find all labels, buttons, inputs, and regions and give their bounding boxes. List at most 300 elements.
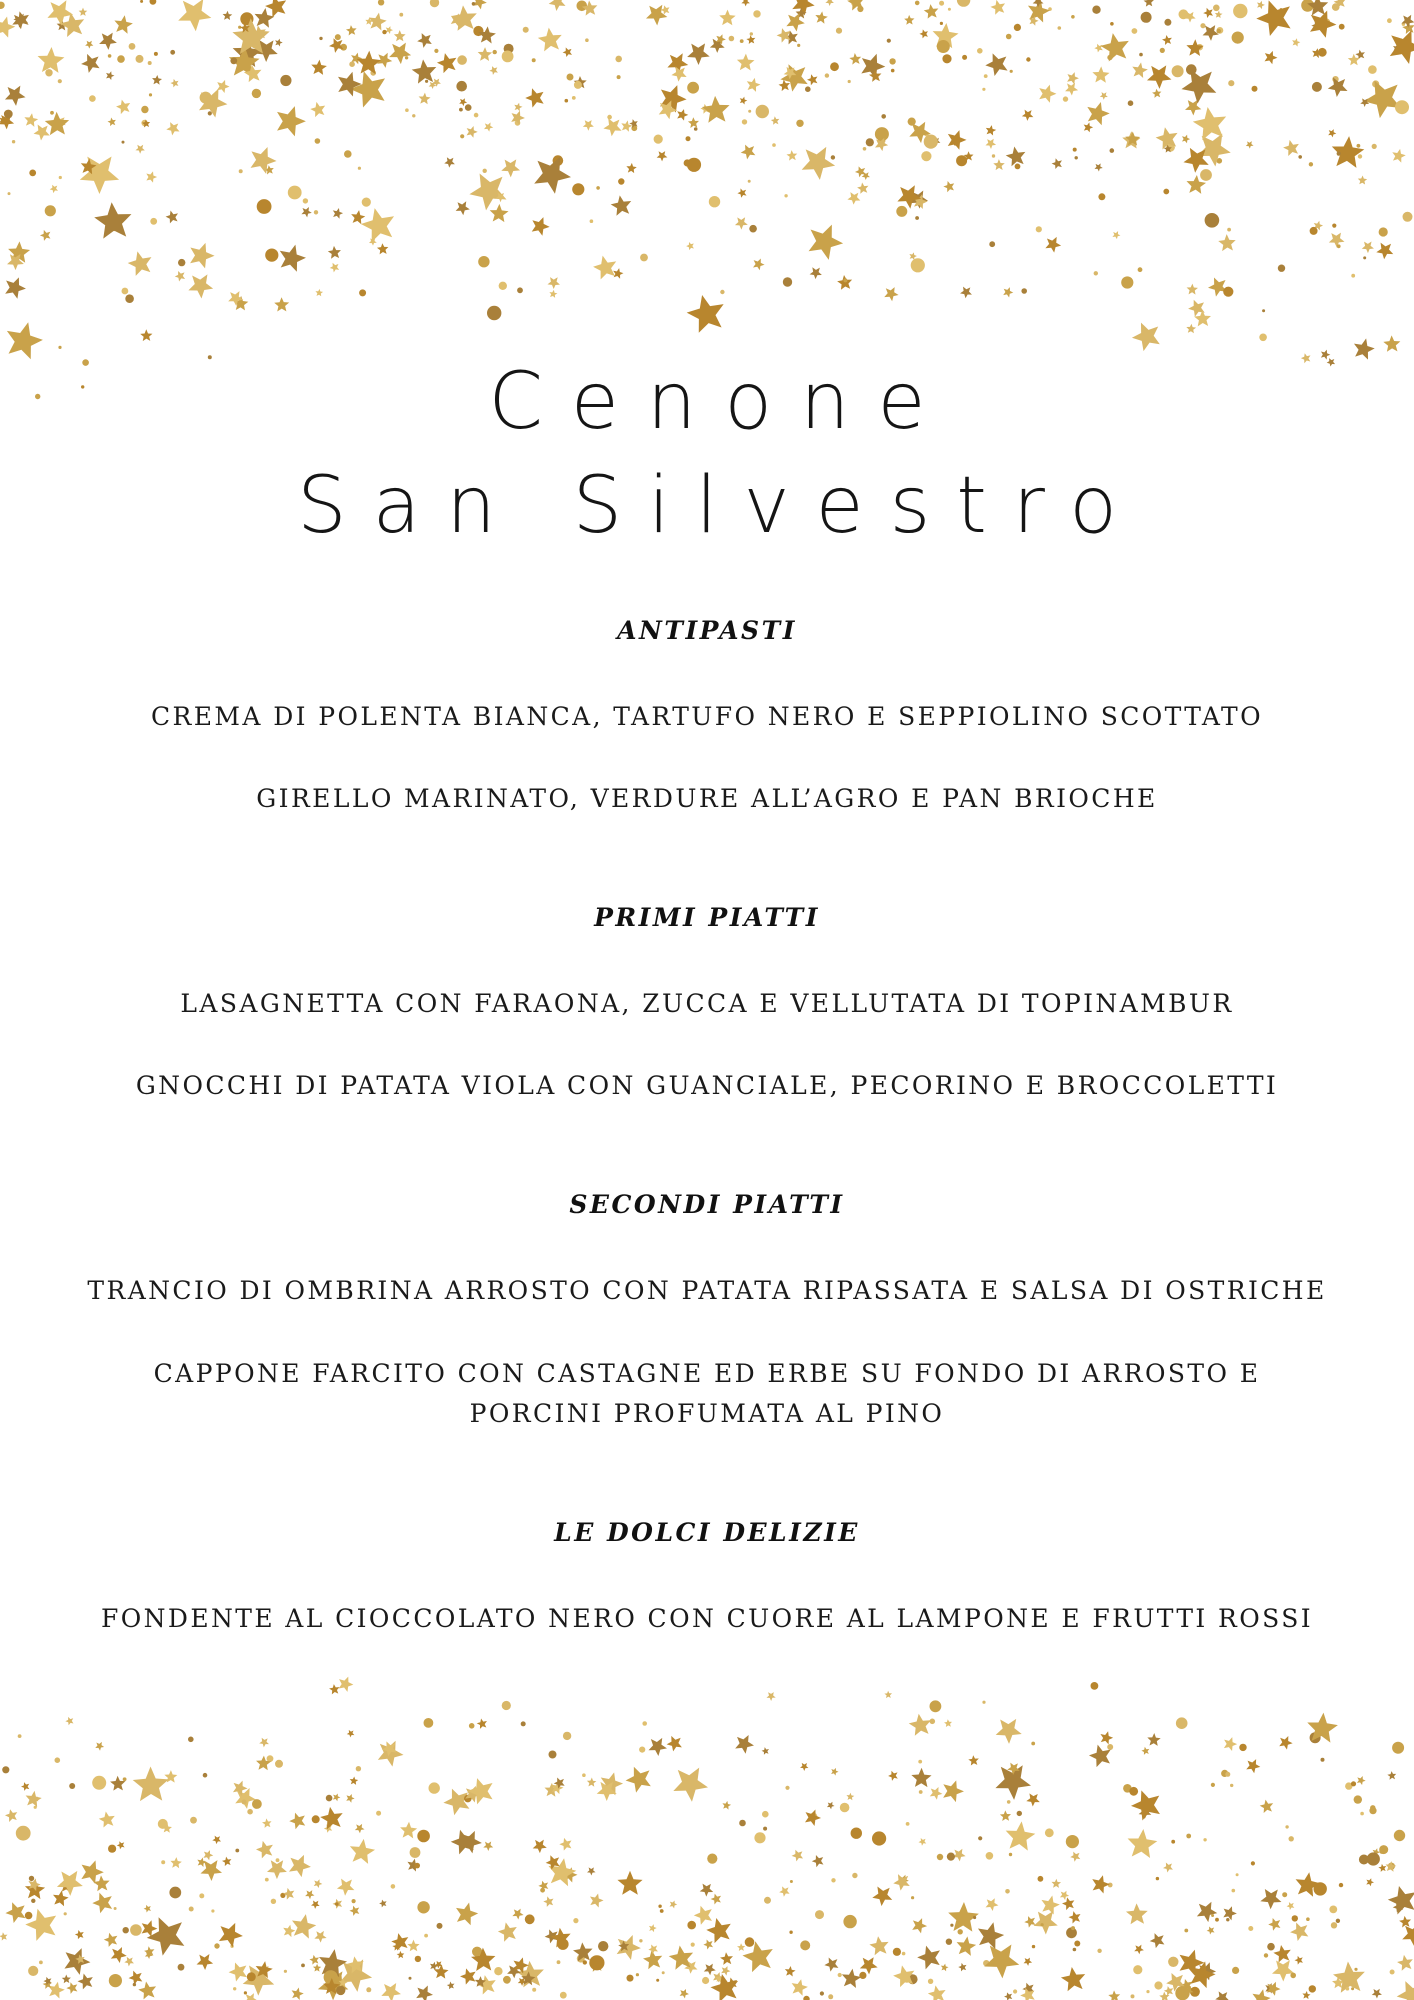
gold-dot-icon: [140, 0, 143, 3]
gold-star-icon: [736, 186, 749, 199]
gold-dot-icon: [280, 1893, 285, 1898]
gold-dot-icon: [247, 1972, 256, 1981]
gold-dot-icon: [843, 278, 847, 282]
gold-dot-icon: [359, 289, 366, 296]
gold-star-icon: [4, 249, 27, 272]
gold-star-icon: [523, 84, 549, 110]
gold-star-icon: [76, 1970, 97, 1992]
gold-star-icon: [338, 1978, 348, 1988]
gold-star-icon: [860, 170, 871, 181]
gold-star-icon: [683, 288, 733, 339]
gold-star-icon: [943, 1718, 953, 1728]
gold-dot-icon: [957, 1923, 961, 1927]
gold-dot-icon: [720, 290, 724, 294]
gold-star-icon: [143, 1945, 157, 1959]
gold-star-icon: [477, 47, 492, 61]
gold-dot-icon: [1010, 70, 1013, 73]
gold-star-icon: [685, 240, 696, 251]
gold-dot-icon: [424, 1934, 428, 1938]
gold-dot-icon: [31, 1899, 35, 1903]
gold-star-icon: [165, 119, 183, 137]
gold-dot-icon: [911, 1896, 914, 1899]
gold-dot-icon: [424, 1718, 434, 1728]
gold-dot-icon: [336, 1986, 345, 1995]
gold-star-icon: [418, 92, 431, 104]
gold-dot-icon: [391, 1884, 396, 1889]
gold-dot-icon: [148, 61, 152, 65]
gold-star-icon: [116, 1839, 127, 1850]
gold-star-icon: [549, 289, 558, 298]
gold-dot-icon: [344, 150, 352, 158]
gold-star-icon: [1151, 87, 1163, 99]
gold-dot-icon: [494, 1967, 502, 1975]
gold-star-icon: [1331, 1975, 1346, 1990]
gold-star-icon: [544, 1782, 559, 1797]
gold-dot-icon: [69, 1783, 75, 1789]
gold-dot-icon: [1217, 158, 1223, 164]
gold-star-icon: [51, 113, 69, 131]
gold-star-icon: [1153, 123, 1183, 153]
gold-star-icon: [435, 49, 462, 76]
gold-dot-icon: [39, 1961, 43, 1965]
gold-dot-icon: [12, 140, 15, 143]
gold-star-icon: [1003, 1990, 1015, 2000]
gold-star-icon: [239, 21, 252, 34]
gold-star-icon: [1030, 1904, 1063, 1937]
gold-dot-icon: [303, 198, 308, 203]
gold-dot-icon: [843, 1915, 856, 1928]
gold-dot-icon: [1154, 1981, 1162, 1989]
gold-star-icon: [588, 1956, 606, 1975]
gold-star-icon: [74, 1953, 87, 1966]
gold-star-icon: [96, 28, 120, 52]
gold-star-icon: [1098, 1729, 1114, 1745]
gold-dot-icon: [1141, 12, 1152, 23]
gold-dot-icon: [563, 1732, 571, 1740]
gold-star-icon: [983, 1895, 1000, 1912]
gold-star-icon: [955, 1935, 977, 1956]
gold-dot-icon: [335, 34, 341, 40]
gold-dot-icon: [1336, 1919, 1340, 1923]
gold-dot-icon: [89, 95, 96, 102]
gold-dot-icon: [636, 1973, 639, 1976]
gold-star-icon: [678, 1987, 690, 1999]
gold-star-icon: [164, 1770, 177, 1783]
gold-dot-icon: [893, 1948, 901, 1956]
gold-star-icon: [309, 1953, 322, 1966]
gold-star-icon: [4, 1807, 21, 1824]
gold-dot-icon: [1310, 227, 1318, 235]
gold-star-icon: [313, 1964, 321, 1972]
gold-dot-icon: [459, 108, 463, 112]
gold-dot-icon: [1098, 193, 1105, 200]
gold-star-icon: [1021, 1980, 1038, 1997]
gold-star-icon: [692, 1902, 718, 1928]
gold-star-icon: [318, 1803, 348, 1833]
gold-dot-icon: [1251, 1861, 1255, 1865]
gold-star-icon: [907, 1710, 936, 1740]
gold-star-icon: [464, 124, 479, 138]
gold-star-icon: [1374, 238, 1398, 261]
gold-dot-icon: [831, 1878, 835, 1882]
gold-dot-icon: [324, 1970, 338, 1984]
gold-star-icon: [350, 209, 366, 225]
gold-dot-icon: [930, 1700, 942, 1712]
gold-star-icon: [802, 1807, 823, 1828]
gold-star-icon: [739, 141, 759, 162]
gold-dot-icon: [141, 106, 148, 113]
gold-star-icon: [123, 1954, 136, 1967]
gold-dot-icon: [257, 199, 272, 214]
gold-star-icon: [1217, 232, 1239, 254]
gold-star-icon: [1111, 229, 1122, 240]
gold-star-icon: [77, 1857, 106, 1886]
gold-dot-icon: [962, 55, 967, 60]
gold-star-icon: [1022, 1955, 1033, 1966]
gold-dot-icon: [565, 99, 569, 103]
gold-star-icon: [751, 256, 766, 271]
gold-dot-icon: [473, 26, 483, 36]
gold-dot-icon: [1205, 213, 1220, 228]
gold-star-icon: [643, 0, 672, 28]
gold-dot-icon: [836, 28, 842, 34]
gold-star-icon: [1326, 228, 1347, 249]
gold-dot-icon: [978, 1836, 982, 1840]
gold-dot-icon: [203, 1773, 208, 1778]
gold-dot-icon: [753, 10, 760, 17]
gold-star-icon: [1371, 1847, 1381, 1856]
gold-dot-icon: [189, 1907, 194, 1912]
gold-dot-icon: [640, 254, 648, 262]
gold-star-icon: [245, 29, 261, 45]
gold-dot-icon: [1359, 1855, 1369, 1865]
gold-dot-icon: [1329, 1906, 1337, 1914]
gold-dot-icon: [872, 1831, 886, 1845]
gold-star-icon: [1385, 1860, 1397, 1872]
gold-star-icon: [882, 284, 901, 303]
gold-star-icon: [139, 1918, 160, 1938]
gold-dot-icon: [1367, 1852, 1380, 1865]
gold-star-icon: [334, 68, 364, 98]
gold-star-icon: [1084, 99, 1113, 127]
gold-star-icon: [612, 1930, 644, 1961]
gold-star-icon: [1370, 1986, 1384, 2000]
gold-dot-icon: [358, 167, 361, 170]
gold-dot-icon: [618, 178, 624, 184]
gold-dot-icon: [1225, 1772, 1230, 1777]
gold-dot-icon: [754, 1832, 765, 1843]
gold-dot-icon: [1369, 1807, 1376, 1814]
gold-dot-icon: [1360, 1812, 1364, 1816]
gold-star-icon: [1186, 296, 1209, 320]
gold-star-icon: [931, 22, 959, 49]
gold-dot-icon: [992, 154, 995, 157]
gold-dot-icon: [211, 1909, 214, 1912]
gold-star-icon: [1282, 137, 1304, 159]
gold-dot-icon: [265, 249, 278, 262]
gold-star-icon: [542, 1894, 556, 1908]
gold-dot-icon: [1379, 1845, 1388, 1854]
gold-star-icon: [312, 1928, 329, 1944]
gold-dot-icon: [465, 104, 472, 111]
gold-dot-icon: [133, 1983, 136, 1986]
gold-star-icon: [789, 1977, 809, 1996]
gold-star-icon: [1365, 1877, 1375, 1887]
gold-dot-icon: [25, 1912, 33, 1920]
gold-star-icon: [597, 1769, 625, 1796]
gold-dot-icon: [1216, 29, 1221, 34]
gold-dot-icon: [1395, 100, 1409, 114]
gold-star-icon: [823, 1954, 843, 1974]
gold-star-icon: [470, 0, 489, 10]
gold-star-icon: [587, 1777, 597, 1787]
gold-dot-icon: [763, 1827, 767, 1831]
gold-dot-icon: [1196, 44, 1203, 51]
gold-dot-icon: [982, 1701, 985, 1704]
gold-dot-icon: [312, 1815, 320, 1823]
gold-dot-icon: [724, 1990, 727, 1993]
gold-star-icon: [1310, 18, 1324, 32]
gold-star-icon: [617, 1939, 631, 1953]
gold-dot-icon: [370, 70, 376, 76]
gold-star-icon: [215, 78, 232, 94]
gold-dot-icon: [214, 1943, 219, 1948]
gold-dot-icon: [412, 114, 415, 117]
gold-dot-icon: [161, 1860, 165, 1864]
gold-dot-icon: [785, 1786, 789, 1790]
gold-star-icon: [346, 63, 395, 113]
gold-dot-icon: [789, 1931, 792, 1934]
gold-dot-icon: [748, 180, 751, 183]
gold-dot-icon: [921, 151, 931, 161]
gold-dot-icon: [469, 1723, 475, 1729]
gold-dot-icon: [574, 81, 582, 89]
gold-star-icon: [620, 119, 633, 132]
gold-dot-icon: [410, 1847, 421, 1858]
gold-star-icon: [273, 295, 291, 314]
gold-dot-icon: [1058, 26, 1062, 30]
gold-dot-icon: [240, 12, 253, 25]
gold-star-icon: [226, 287, 246, 307]
gold-dot-icon: [607, 115, 612, 120]
gold-dot-icon: [902, 1952, 906, 1956]
gold-star-icon: [107, 116, 118, 127]
gold-star-icon: [10, 10, 31, 31]
confetti-bottom: [0, 1640, 1414, 2000]
gold-dot-icon: [642, 1721, 647, 1726]
gold-star-icon: [392, 1941, 403, 1952]
dish-item: TRANCIO DI OMBRINA ARROSTO CON PATATA RIPASSATA E SALSA DI OSTRICHE: [87, 1276, 1327, 1305]
gold-dot-icon: [1372, 144, 1377, 149]
gold-star-icon: [196, 1856, 208, 1867]
gold-dot-icon: [750, 32, 753, 35]
gold-star-icon: [65, 1980, 81, 1996]
gold-dot-icon: [1108, 1883, 1113, 1888]
gold-dot-icon: [1045, 1828, 1054, 1837]
gold-dot-icon: [1332, 3, 1340, 11]
gold-star-icon: [20, 1780, 32, 1792]
gold-star-icon: [287, 1809, 310, 1832]
gold-dot-icon: [589, 1955, 604, 1970]
gold-dot-icon: [1171, 1840, 1175, 1844]
gold-star-icon: [591, 251, 623, 283]
gold-star-icon: [536, 24, 567, 56]
gold-star-icon: [1004, 143, 1030, 169]
gold-dot-icon: [472, 2, 476, 6]
gold-dot-icon: [694, 127, 698, 131]
gold-dot-icon: [109, 1974, 122, 1987]
gold-star-icon: [42, 1975, 53, 1987]
gold-dot-icon: [340, 44, 347, 51]
gold-dot-icon: [1324, 19, 1331, 26]
gold-star-icon: [1195, 1959, 1218, 1981]
gold-star-icon: [761, 1746, 771, 1756]
gold-dot-icon: [1345, 1782, 1352, 1789]
gold-star-icon: [814, 10, 828, 24]
gold-star-icon: [1272, 1942, 1295, 1965]
gold-star-icon: [1137, 1803, 1154, 1820]
gold-star-icon: [675, 107, 690, 121]
gold-star-icon: [1031, 0, 1046, 9]
gold-star-icon: [144, 170, 158, 184]
gold-star-icon: [558, 1835, 575, 1852]
gold-star-icon: [515, 1957, 549, 1992]
gold-dot-icon: [1211, 1914, 1214, 1917]
gold-star-icon: [1099, 90, 1110, 101]
gold-dot-icon: [1075, 156, 1078, 159]
gold-star-icon: [304, 1888, 317, 1901]
gold-star-icon: [1262, 49, 1279, 66]
gold-dot-icon: [399, 13, 403, 17]
gold-star-icon: [246, 142, 280, 176]
gold-dot-icon: [238, 26, 241, 29]
gold-dot-icon: [1107, 1744, 1113, 1750]
gold-star-icon: [848, 51, 863, 66]
gold-star-icon: [528, 214, 552, 237]
gold-star-icon: [59, 1879, 73, 1893]
gold-dot-icon: [756, 105, 769, 118]
gold-star-icon: [1288, 1918, 1314, 1944]
gold-dot-icon: [1290, 1973, 1296, 1979]
gold-star-icon: [1357, 175, 1367, 184]
gold-dot-icon: [631, 125, 637, 131]
gold-star-icon: [648, 1923, 658, 1932]
gold-star-icon: [700, 92, 735, 128]
gold-star-icon: [141, 118, 152, 129]
gold-star-icon: [1327, 127, 1338, 138]
gold-star-icon: [1330, 135, 1365, 169]
gold-dot-icon: [335, 1902, 339, 1906]
gold-dot-icon: [1186, 64, 1197, 75]
gold-star-icon: [509, 108, 527, 126]
gold-dot-icon: [1223, 287, 1233, 297]
gold-star-icon: [873, 135, 891, 152]
gold-star-icon: [903, 14, 916, 27]
gold-star-icon: [170, 77, 181, 88]
gold-star-icon: [655, 148, 670, 163]
gold-dot-icon: [503, 1976, 511, 1984]
gold-dot-icon: [1403, 212, 1413, 222]
gold-star-icon: [453, 1900, 480, 1927]
gold-dot-icon: [800, 1940, 810, 1950]
gold-dot-icon: [1097, 1949, 1101, 1953]
gold-star-icon: [345, 1954, 367, 1977]
gold-star-icon: [802, 218, 848, 263]
gold-dot-icon: [615, 56, 622, 63]
gold-star-icon: [56, 20, 67, 31]
gold-star-icon: [1332, 0, 1348, 10]
gold-star-icon: [896, 1872, 911, 1886]
gold-star-icon: [162, 1823, 172, 1833]
gold-dot-icon: [1312, 82, 1322, 92]
gold-star-icon: [469, 1945, 499, 1976]
gold-dot-icon: [275, 1760, 283, 1768]
gold-star-icon: [777, 57, 815, 95]
gold-star-icon: [784, 1965, 796, 1976]
gold-dot-icon: [1363, 256, 1366, 259]
gold-star-icon: [869, 1881, 897, 1909]
gold-star-icon: [725, 1975, 740, 1990]
gold-star-icon: [313, 1962, 355, 2000]
gold-star-icon: [516, 1975, 528, 1986]
gold-star-icon: [1179, 1976, 1196, 1993]
gold-dot-icon: [280, 75, 291, 86]
gold-dot-icon: [686, 136, 691, 141]
gold-dot-icon: [940, 22, 943, 25]
gold-star-icon: [1264, 1981, 1277, 1994]
gold-star-icon: [1183, 9, 1198, 24]
gold-dot-icon: [973, 1916, 976, 1919]
gold-dot-icon: [942, 54, 951, 63]
gold-dot-icon: [903, 1975, 911, 1983]
gold-star-icon: [951, 1846, 968, 1863]
gold-dot-icon: [658, 1905, 661, 1908]
gold-dot-icon: [577, 1, 588, 12]
gold-dot-icon: [590, 219, 594, 223]
gold-dot-icon: [986, 1852, 994, 1860]
gold-star-icon: [49, 183, 61, 195]
gold-star-icon: [550, 1780, 565, 1795]
gold-star-icon: [449, 2, 482, 36]
gold-dot-icon: [1041, 1923, 1044, 1926]
gold-dot-icon: [857, 6, 863, 12]
gold-star-icon: [494, 190, 508, 204]
gold-star-icon: [215, 1918, 247, 1949]
gold-star-icon: [261, 1817, 273, 1830]
gold-star-icon: [923, 2, 942, 21]
gold-star-icon: [1399, 1919, 1414, 1949]
gold-star-icon: [1082, 121, 1094, 133]
gold-star-icon: [931, 135, 943, 146]
gold-dot-icon: [1123, 1784, 1132, 1793]
gold-star-icon: [826, 1800, 836, 1810]
gold-star-icon: [622, 1761, 658, 1797]
gold-star-icon: [465, 1772, 501, 1808]
gold-dot-icon: [878, 137, 886, 145]
gold-star-icon: [1221, 1735, 1238, 1752]
gold-dot-icon: [1392, 1742, 1404, 1754]
gold-dot-icon: [656, 1979, 659, 1982]
gold-dot-icon: [783, 277, 792, 286]
gold-star-icon: [1186, 1958, 1218, 1989]
dish-item: CREMA DI POLENTA BIANCA, TARTUFO NERO E SEPPIOLINO SCOTTATO: [151, 702, 1263, 731]
gold-dot-icon: [1388, 1863, 1395, 1870]
gold-dot-icon: [627, 1975, 634, 1982]
gold-star-icon: [152, 75, 163, 85]
gold-dot-icon: [984, 74, 988, 78]
gold-dot-icon: [540, 1888, 545, 1893]
gold-star-icon: [655, 97, 680, 121]
